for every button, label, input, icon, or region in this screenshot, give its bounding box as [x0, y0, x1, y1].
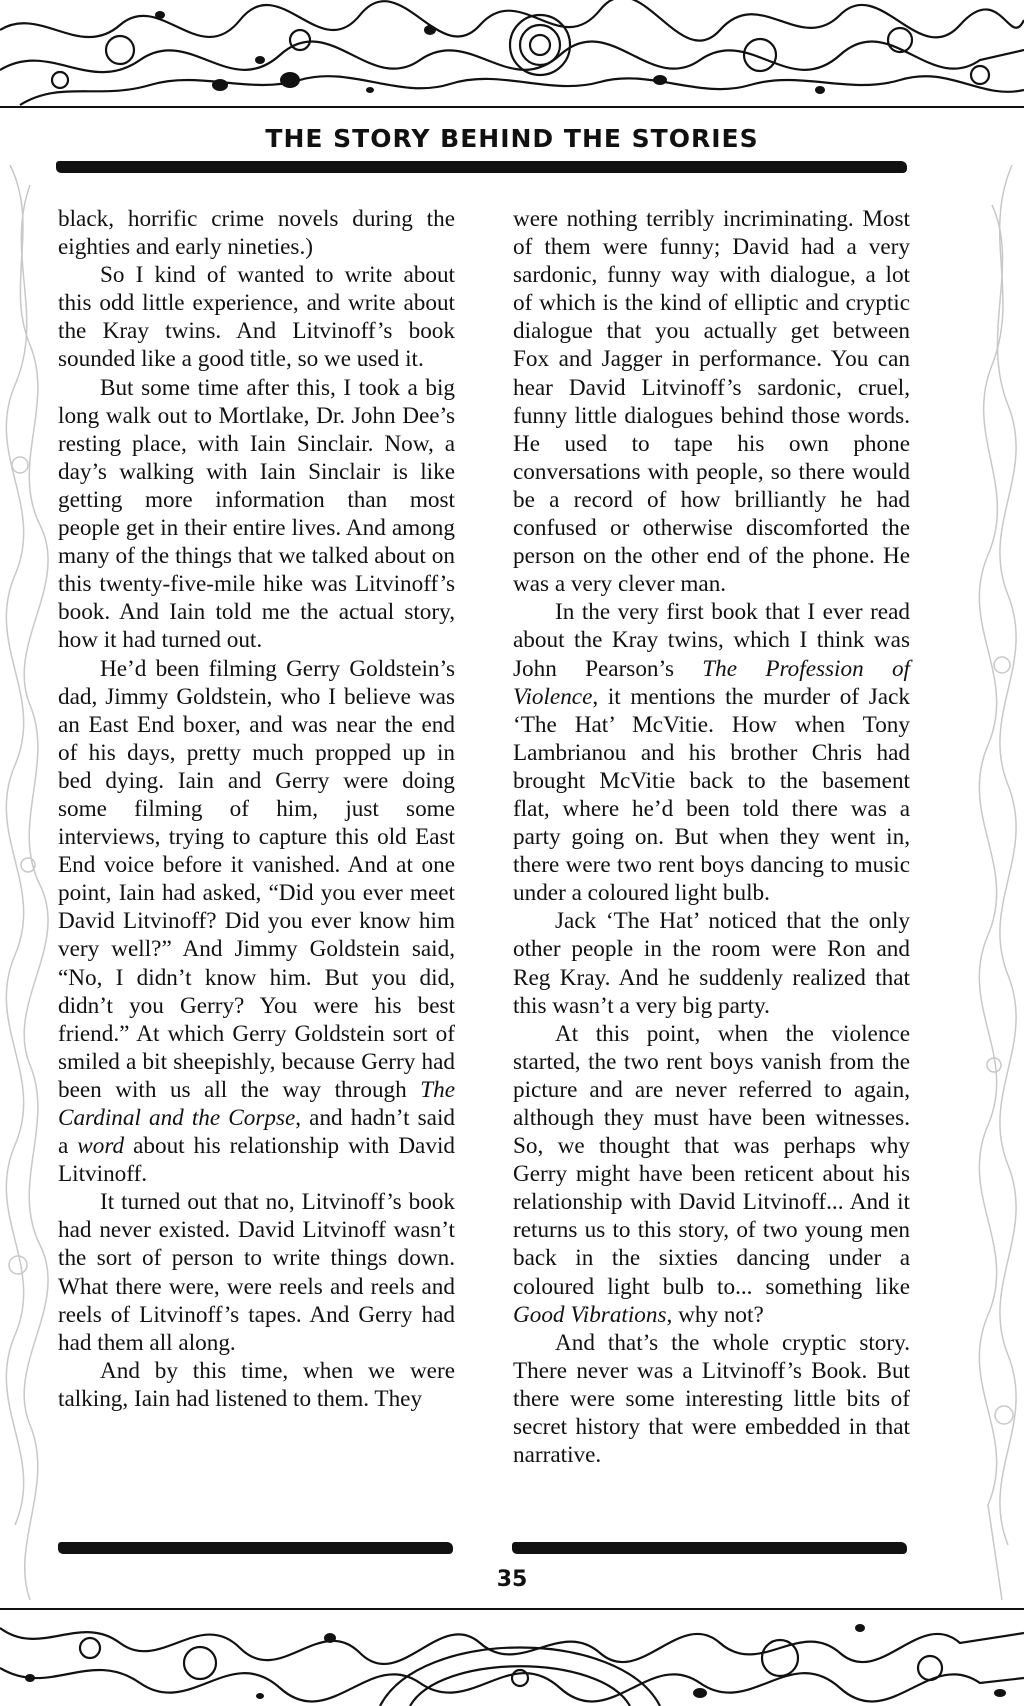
- header-divider: [56, 161, 907, 173]
- paragraph: And that’s the whole cryptic story. There never was a Litvinoff’s Book. But there were some interesting little bits of secret history that were embedded in that narrative.: [513, 1329, 910, 1469]
- ornament-art: [0, 0, 1024, 108]
- paragraph: It turned out that no, Litvinoff’s book had never existed. David Litvinoff wasn’t the sort of person to write things down. What there were, were reels and reels and reels of Litvinoff’s tapes. And Gerry had had them all along.: [58, 1189, 455, 1356]
- decorative-right-margin: [972, 165, 1024, 1600]
- text-run: , it mentions the murder of Jack ‘The Hat’ McVitie. How when Tony Lambrianou and his brother Chris had brought McVitie back to the basement flat, where he’d been told there was a party going on. But when they went in, there were two rent boys dancing to music under a coloured light bulb.: [513, 683, 910, 907]
- decorative-top-border: [0, 0, 1024, 108]
- decorative-left-margin: [0, 165, 52, 1600]
- text-run: He’d been filming Gerry Goldstein’s dad, Jimmy Goldstein, who I believe was an East End boxer, and was near the end of his days, pretty much propped up in bed dying. Iain and Gerry were doing some filming of him, just some interviews, trying to capture this old East End voice before it vanished. And at one point, Iain had asked, “Did you ever meet David Litvinoff? Did you ever know him very well?” And Jimmy Goldstein said, “No, I didn’t know him. But you did, didn’t you Gerry? You were his best friend.” At which Gerry Goldstein sort of smiled a bit sheepishly, because Gerry had been with us all the way through: [58, 655, 455, 1103]
- paragraph: Jack ‘The Hat’ noticed that the only other people in the room were Ron and Reg Kray. And he suddenly realized that this wasn’t a very big party.: [513, 908, 910, 1019]
- paragraph: But some time after this, I took a big long walk out to Mortlake, Dr. John Dee’s resting place, with Iain Sinclair. Now, a day’s walking with Iain Sinclair is like getting more information than most people get in their entire lives. And among many of the things that we talked about on this twenty-five-mile hike was Litvinoff’s book. And Iain told me the actual story, how it had turned out.: [58, 374, 455, 654]
- emphasis: word: [77, 1133, 125, 1160]
- paragraph: [513, 598, 910, 907]
- footer-divider-left: [58, 1542, 453, 1554]
- text-run: , why not?: [666, 1301, 764, 1328]
- text-column-right: [513, 205, 910, 1469]
- book-title: The Profession of Violence: [513, 655, 910, 710]
- paragraph: [58, 655, 455, 1189]
- text-column-left: [58, 205, 455, 1413]
- margin-art-left: [0, 165, 52, 1600]
- margin-art-right: [972, 165, 1024, 1600]
- paragraph: And by this time, when we were talking, Iain had listened to them. They: [58, 1357, 455, 1412]
- paragraph: black, horrific crime novels during the eighties and early nineties.): [58, 206, 455, 261]
- page-number: 35: [496, 1567, 528, 1592]
- ornament-art: [0, 1608, 1024, 1706]
- text-run: In the very first book that I ever read about the Kray twins, which I think was John Pearson’s: [513, 599, 910, 682]
- footer-divider-right: [512, 1542, 907, 1554]
- decorative-bottom-border: [0, 1608, 1024, 1706]
- text-run: At this point, when the violence started, the two rent boys vanish from the picture and are never referred to again, although they must have been witnesses. So, we thought that was perhaps why Gerry might have been reticent about his relationship with David Litvinoff... And it returns us to this story, of two young men back in the sixties dancing under a coloured light bulb to... something like: [513, 1020, 910, 1300]
- text-run: about his relationship with David Litvinoff.: [58, 1133, 455, 1188]
- text-run: , and hadn’t said a: [58, 1105, 455, 1160]
- song-title: Good Vibrations: [513, 1301, 667, 1328]
- paragraph: were nothing terribly incriminating. Most of them were funny; David had a very sardonic, funny way with dialogue, a lot of which is the kind of elliptic and cryptic dialogue that you actually get between Fox and Jagger in performance. You can hear David Litvinoff’s sardonic, cruel, funny little dialogues behind those words. He used to tape his own phone conversations with people, so there would be a record of how brilliantly he had confused or otherwise discomforted the person on the other end of the phone. He was a very clever man.: [513, 206, 910, 598]
- paragraph: So I kind of wanted to write about this odd little experience, and write about the Kray twins. And Litvinoff’s book sounded like a good title, so we used it.: [58, 262, 455, 373]
- book-title: The Cardinal and the Corpse: [58, 1076, 455, 1131]
- paragraph: [513, 1020, 910, 1329]
- page-title: THE STORY BEHIND THE STORIES: [265, 124, 759, 153]
